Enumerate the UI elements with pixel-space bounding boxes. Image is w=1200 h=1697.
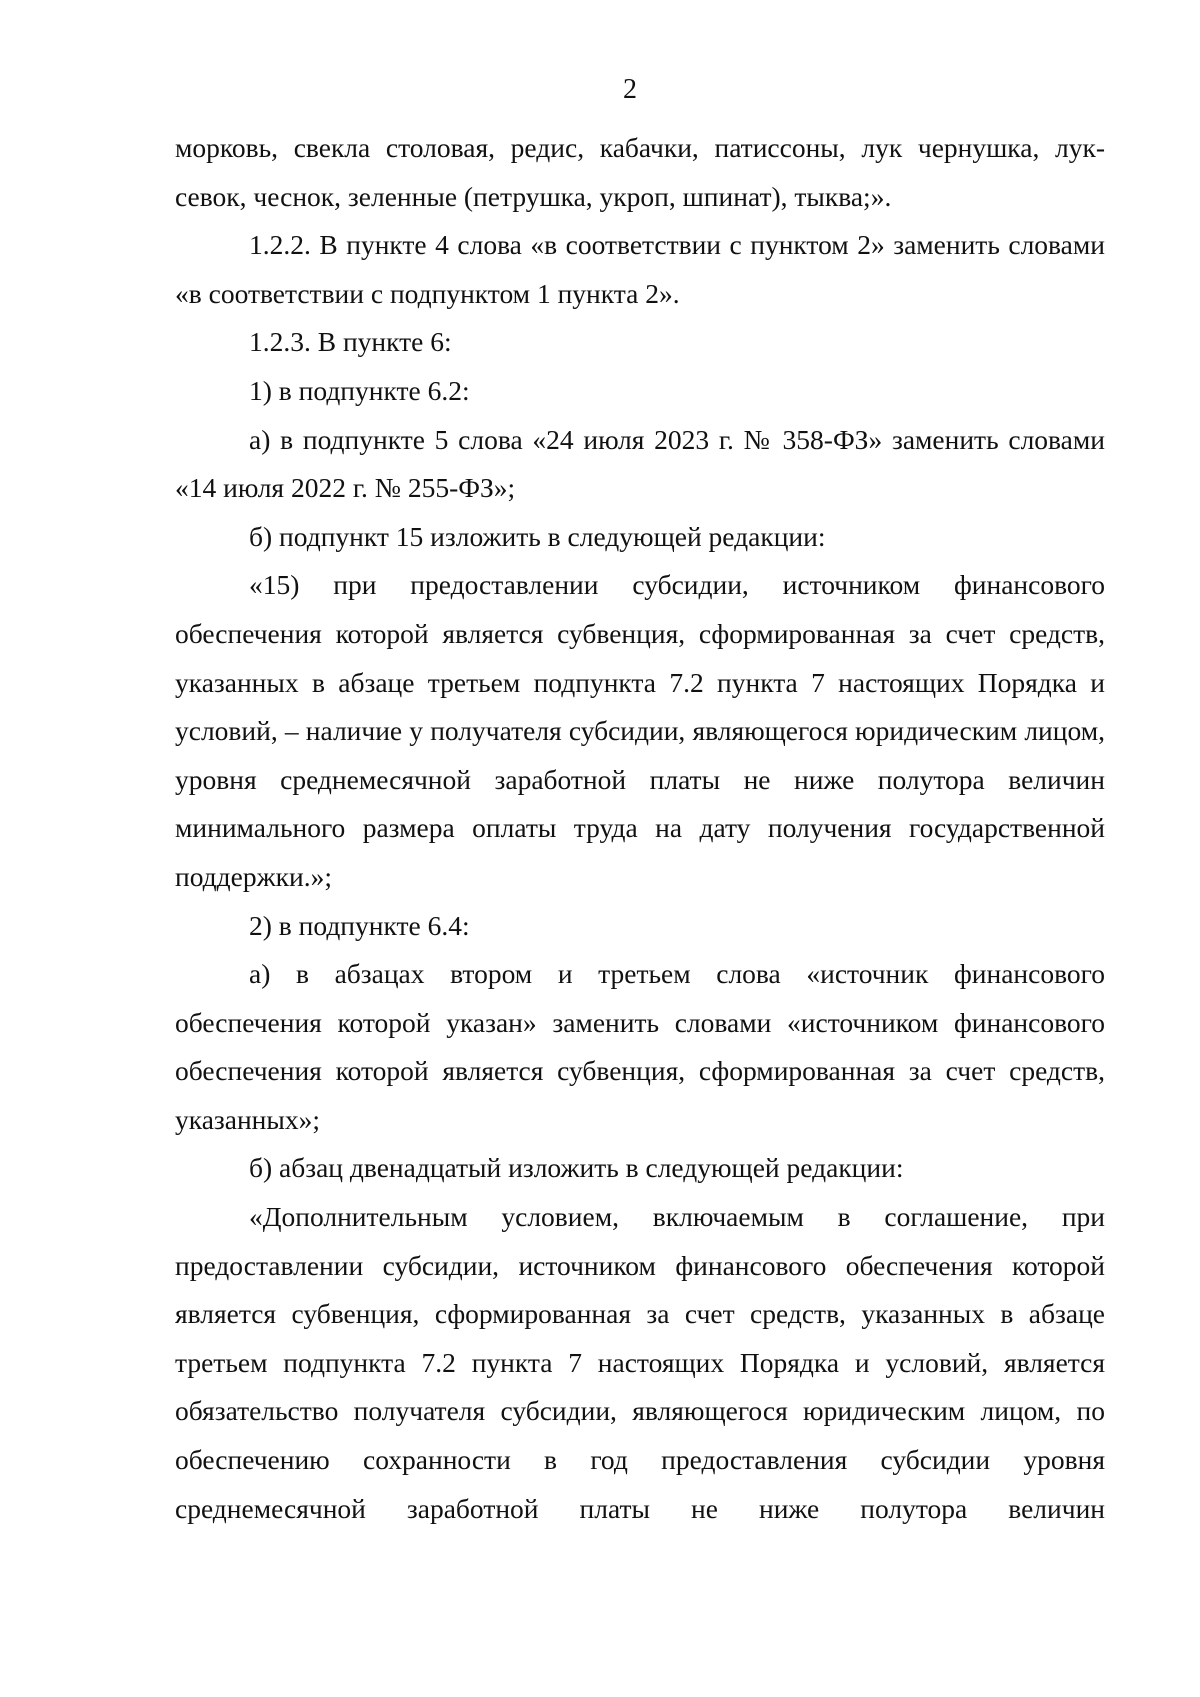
paragraph-subitem-15-text: «15) при предоставлении субсидии, источником финансового обеспечения которой является субвенция, сформированная за счет средств, указанных в абзаце третьем подпункта 7.2 пункта 7 настоящих Порядка и условий, – наличие у получателя субсидии, являющегося юридическим лицом, уровня среднемесячной заработной платы не ниже полутора величин минимального размера оплаты труда на дату получения государственной поддержки.»; bbox=[175, 569, 1105, 892]
page-number: 2 bbox=[623, 74, 637, 105]
paragraph-6-2-b: б) подпункт 15 изложить в следующей редакции: bbox=[249, 520, 826, 552]
document-body bbox=[175, 124, 1105, 1533]
paragraph-1-2-3: 1.2.3. В пункте 6: bbox=[249, 326, 452, 358]
paragraph-vegetables-continuation: морковь, свекла столовая, редис, кабачки, патиссоны, лук чернушка, лук-севок, чеснок, зеленные (петрушка, укроп, шпинат), тыква;». bbox=[175, 132, 1105, 212]
paragraph-6-4-b: б) абзац двенадцатый изложить в следующей редакции: bbox=[249, 1152, 904, 1184]
paragraph-subitem-6-4: 2) в подпункте 6.4: bbox=[249, 909, 470, 941]
paragraph-6-4-a: а) в абзацах втором и третьем слова «источник финансового обеспечения которой указан» заменить словами «источником финансового обеспечения которой является субвенция, сформированная за счет средств, указанных»; bbox=[175, 958, 1105, 1135]
paragraph-6-2-a: а) в подпункте 5 слова «24 июля 2023 г. № 358-ФЗ» заменить словами «14 июля 2022 г. № 255-ФЗ»; bbox=[175, 423, 1105, 504]
paragraph-subitem-6-2: 1) в подпункте 6.2: bbox=[249, 374, 470, 406]
paragraph-1-2-2: 1.2.2. В пункте 4 слова «в соответствии с пунктом 2» заменить словами «в соответствии с подпунктом 1 пункта 2». bbox=[175, 229, 1105, 309]
paragraph-additional-condition: «Дополнительным условием, включаемым в соглашение, при предоставлении субсидии, источником финансового обеспечения которой является субвенция, сформированная за счет средств, указанных в абзаце третьем подпункта 7.2 пункта 7 настоящих Порядка и условий, является обязательство получателя субсидии, являющегося юридическим лицом, по обеспечению сохранности в год предоставления субсидии уровня среднемесячной заработной платы не ниже полутора величин bbox=[175, 1201, 1105, 1524]
